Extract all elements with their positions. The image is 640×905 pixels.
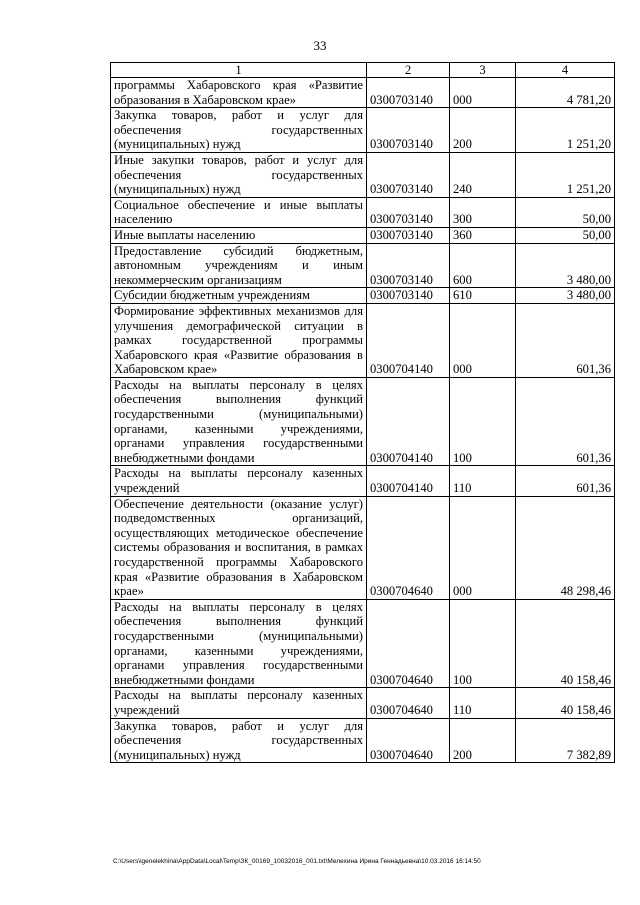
row-type-cell: 300 — [450, 197, 516, 227]
row-type-cell: 110 — [450, 466, 516, 496]
row-type-cell: 200 — [450, 718, 516, 763]
row-code-cell: 0300704640 — [367, 496, 450, 599]
row-sum-cell: 50,00 — [516, 197, 615, 227]
row-sum-cell: 3 480,00 — [516, 243, 615, 288]
table-row — [111, 688, 615, 718]
row-name-cell: Закупка товаров, работ и услуг для обеспечения государственных (муниципальных) нужд — [111, 108, 367, 153]
row-code-cell: 0300704140 — [367, 466, 450, 496]
row-sum-cell: 1 251,20 — [516, 152, 615, 197]
row-code-cell: 0300703140 — [367, 227, 450, 243]
row-type-cell: 000 — [450, 303, 516, 377]
table-row — [111, 496, 615, 599]
header-cell-code: 2 — [367, 63, 450, 78]
row-sum-cell: 1 251,20 — [516, 108, 615, 153]
row-sum-cell: 48 298,46 — [516, 496, 615, 599]
page-number: 33 — [313, 38, 327, 53]
footer-file-path: C:\Users\igenelekhina\AppData\Local\Temp\ЗК_00169_10032016_001.txt\Мелехина Ирина Геннадьевна\10.03.2016 16:14:50 — [113, 858, 481, 865]
table-row — [111, 303, 615, 377]
row-type-cell: 240 — [450, 152, 516, 197]
row-name-cell: Субсидии бюджетным учреждениям — [111, 288, 367, 304]
table-row — [111, 152, 615, 197]
row-name-cell: Формирование эффективных механизмов для улучшения демографической ситуации в рамках государственной программы Хабаровского края «Развитие образования в Хабаровском крае» — [111, 303, 367, 377]
table-header-row — [111, 63, 615, 78]
row-code-cell: 0300703140 — [367, 288, 450, 304]
row-type-cell: 360 — [450, 227, 516, 243]
row-sum-cell: 40 158,46 — [516, 599, 615, 688]
row-sum-cell: 7 382,89 — [516, 718, 615, 763]
row-name-cell: программы Хабаровского края «Развитие образования в Хабаровском крае» — [111, 78, 367, 108]
row-code-cell: 0300704140 — [367, 377, 450, 466]
row-name-cell: Социальное обеспечение и иные выплаты населению — [111, 197, 367, 227]
row-name-cell: Расходы на выплаты персоналу казенных учреждений — [111, 688, 367, 718]
row-name-cell: Предоставление субсидий бюджетным, автономным учреждениям и иным некоммерческим организациям — [111, 243, 367, 288]
row-sum-cell: 601,36 — [516, 303, 615, 377]
table-row — [111, 108, 615, 153]
row-code-cell: 0300704140 — [367, 303, 450, 377]
header-cell-sum: 4 — [516, 63, 615, 78]
table-row — [111, 466, 615, 496]
table-row — [111, 243, 615, 288]
row-code-cell: 0300703140 — [367, 197, 450, 227]
row-type-cell: 000 — [450, 496, 516, 599]
row-name-cell: Закупка товаров, работ и услуг для обеспечения государственных (муниципальных) нужд — [111, 718, 367, 763]
row-name-cell: Иные выплаты населению — [111, 227, 367, 243]
row-name-cell: Расходы на выплаты персоналу казенных учреждений — [111, 466, 367, 496]
budget-table — [110, 62, 615, 763]
row-code-cell: 0300704640 — [367, 718, 450, 763]
row-sum-cell: 601,36 — [516, 466, 615, 496]
row-type-cell: 600 — [450, 243, 516, 288]
row-name-cell: Расходы на выплаты персоналу в целях обеспечения выполнения функций государственными (муниципальными) органами, казенными учреждениями, органами управления государственными внебюджетными фондами — [111, 599, 367, 688]
table-row — [111, 227, 615, 243]
row-type-cell: 100 — [450, 599, 516, 688]
row-code-cell: 0300703140 — [367, 152, 450, 197]
table-row — [111, 78, 615, 108]
table-row — [111, 197, 615, 227]
row-type-cell: 610 — [450, 288, 516, 304]
row-code-cell: 0300703140 — [367, 108, 450, 153]
row-code-cell: 0300704640 — [367, 599, 450, 688]
row-code-cell: 0300704640 — [367, 688, 450, 718]
row-type-cell: 000 — [450, 78, 516, 108]
header-cell-name: 1 — [111, 63, 367, 78]
row-type-cell: 100 — [450, 377, 516, 466]
table-row — [111, 377, 615, 466]
row-sum-cell: 3 480,00 — [516, 288, 615, 304]
row-code-cell: 0300703140 — [367, 243, 450, 288]
table-row — [111, 718, 615, 763]
row-sum-cell: 40 158,46 — [516, 688, 615, 718]
row-type-cell: 110 — [450, 688, 516, 718]
table-row — [111, 288, 615, 304]
row-code-cell: 0300703140 — [367, 78, 450, 108]
row-sum-cell: 601,36 — [516, 377, 615, 466]
row-sum-cell: 4 781,20 — [516, 78, 615, 108]
row-name-cell: Расходы на выплаты персоналу в целях обеспечения выполнения функций государственными (муниципальными) органами, казенными учреждениями, органами управления государственными внебюджетными фондами — [111, 377, 367, 466]
row-name-cell: Обеспечение деятельности (оказание услуг) подведомственных организаций, осуществляющих методическое обеспечение системы образования и воспитания, в рамках государственной программы Хабаровского края «Развитие образования в Хабаровском крае» — [111, 496, 367, 599]
row-sum-cell: 50,00 — [516, 227, 615, 243]
table-row — [111, 599, 615, 688]
row-type-cell: 200 — [450, 108, 516, 153]
row-name-cell: Иные закупки товаров, работ и услуг для обеспечения государственных (муниципальных) нужд — [111, 152, 367, 197]
header-cell-type: 3 — [450, 63, 516, 78]
